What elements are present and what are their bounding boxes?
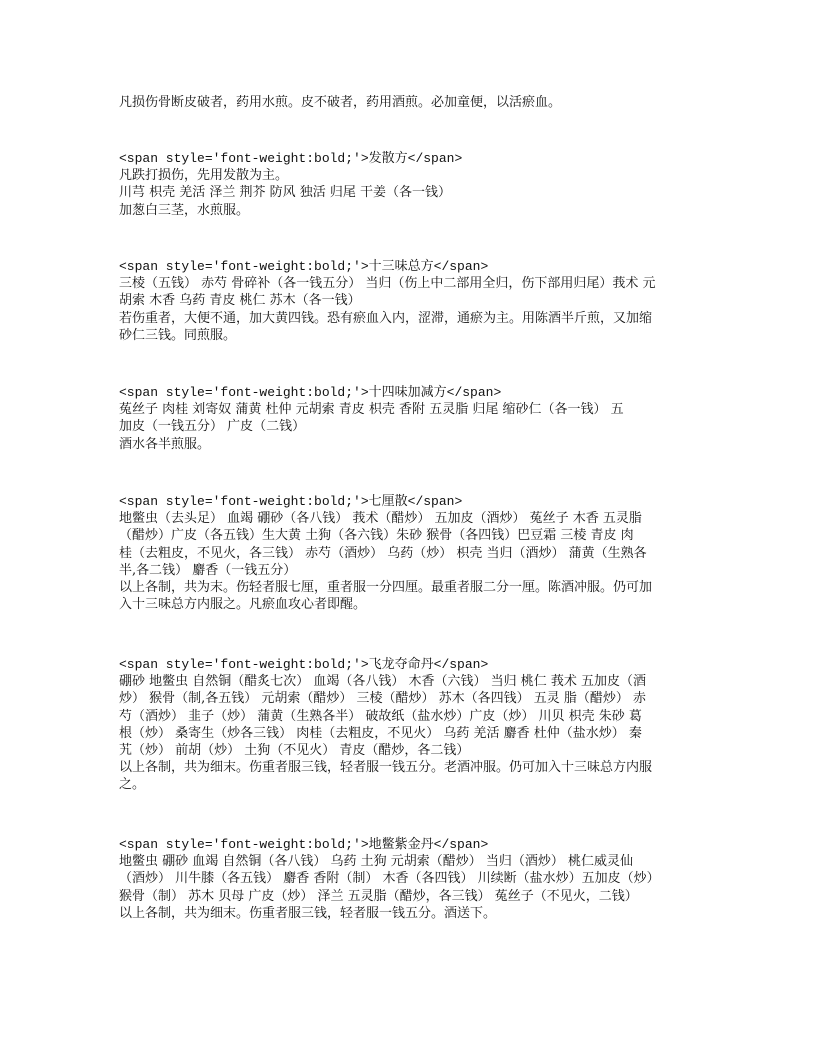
recipe-line: 根（炒） 桑寄生（炒各三钱） 肉桂（去粗皮，不见火） 乌药 羌活 麝香 杜仲（盐水炒） 秦 [119,725,642,741]
recipe-section [119,493,719,613]
recipe-section [119,656,719,794]
recipe-line: （醋炒）广皮（各五钱）生大黄 土狗（各六钱）朱砂 猴骨（各四钱）巴豆霜 三棱 青皮 肉 [119,528,634,544]
recipe-header: <span style='font-weight:bold;'>发散方</span> [119,151,463,166]
recipe-line: 加皮（一钱五分） 广皮（二钱） [119,419,306,435]
intro-paragraph [119,94,719,111]
recipe-section [119,836,719,922]
recipe-line: 加葱白三茎，水煎服。 [119,202,250,218]
recipe-header: <span style='font-weight:bold;'>十四味加减方</span> [119,385,502,400]
recipe-line: 酒水各半煎服。 [119,436,211,452]
recipe-line: 猴骨（制） 苏木 贝母 广皮（炒） 泽兰 五灵脂（醋炒，各三钱） 菟丝子（不见火，二钱） [119,888,638,904]
recipe-line: 凡跌打损伤，先用发散为主。 [119,168,289,184]
recipe-line: 地鳖虫（去头足） 血竭 硼砂（各八钱） 莪术（醋炒） 五加皮（酒炒） 菟丝子 木香 五灵脂 [119,511,642,527]
recipe-line: 芍（酒炒） 韭子（炒） 蒲黄（生熟各半） 破故纸（盐水炒）广皮（炒） 川贝 枳壳 朱砂 葛 [119,708,642,724]
recipe-line: 以上各制，共为细末。伤重者服三钱，轻者服一钱五分。老酒冲服。仍可加入十三味总方内服 [119,760,653,776]
recipe-line: 若伤重者，大便不通，加大黄四钱。恐有瘀血入内，涩滞，通瘀为主。用陈酒半斤煎，又加缩 [119,310,653,326]
recipe-section [119,258,719,344]
recipe-section [119,150,719,219]
recipe-header: <span style='font-weight:bold;'>地鳖紫金丹</span> [119,837,489,852]
recipe-line: 砂仁三钱。同煎服。 [119,327,237,343]
recipe-line: 桂（去粗皮，不见火，各三钱） 赤芍（酒炒） 乌药（炒） 枳壳 当归（酒炒） 蒲黄（生熟各 [119,545,647,561]
recipe-line: 艽（炒） 前胡（炒） 土狗（不见火） 青皮（醋炒，各二钱） [119,742,470,758]
recipe-line: 地鳖虫 硼砂 血竭 自然铜（各八钱） 乌药 土狗 元胡索（醋炒） 当归（酒炒） 桃仁威灵仙 [119,854,634,870]
recipe-header: <span style='font-weight:bold;'>飞龙夺命丹</span> [119,657,489,672]
recipe-line: 半,各二钱） 麝香（一钱五分） [119,562,297,578]
recipe-line: 以上各制，共为末。伤轻者服七厘，重者服一分四厘。最重者服二分一厘。陈酒冲服。仍可加 [119,579,653,595]
recipe-line: 炒） 猴骨（制,各五钱） 元胡索（醋炒） 三棱（醋炒） 苏木（各四钱） 五灵 脂（醋炒） 赤 [119,691,647,707]
recipe-line: 川芎 枳壳 羌活 泽兰 荆芥 防风 独活 归尾 干姜（各一钱） [119,185,452,201]
intro-text: 凡损伤骨断皮破者，药用水煎。皮不破者，药用酒煎。必加童便，以活瘀血。 [119,95,562,110]
recipe-line: （酒炒） 川牛膝（各五钱） 麝香 香附（制） 木香（各四钱） 川续断（盐水炒）五加皮（炒） [119,871,660,887]
recipe-line: 以上各制，共为细末。伤重者服三钱，轻者服一钱五分。酒送下。 [119,905,497,921]
recipe-section [119,384,719,453]
recipe-line: 菟丝子 肉桂 刘寄奴 蒲黄 杜仲 元胡索 青皮 枳壳 香附 五灵脂 归尾 缩砂仁（各一钱） 五 [119,402,624,418]
recipe-line: 硼砂 地鳖虫 自然铜（醋炙七次） 血竭（各八钱） 木香（六钱） 当归 桃仁 莪术 五加皮（酒 [119,674,647,690]
recipe-line: 入十三味总方内服之。凡瘀血攻心者即醒。 [119,597,367,613]
recipe-header: <span style='font-weight:bold;'>十三味总方</span> [119,259,489,274]
recipe-line: 之。 [119,777,146,793]
recipe-header: <span style='font-weight:bold;'>七厘散</span> [119,494,463,509]
recipe-line: 三棱（五钱） 赤芍 骨碎补（各一钱五分） 当归（伤上中二部用全归，伤下部用归尾）莪术 元 [119,276,656,292]
recipe-line: 胡索 木香 乌药 青皮 桃仁 苏木（各一钱） [119,293,361,309]
